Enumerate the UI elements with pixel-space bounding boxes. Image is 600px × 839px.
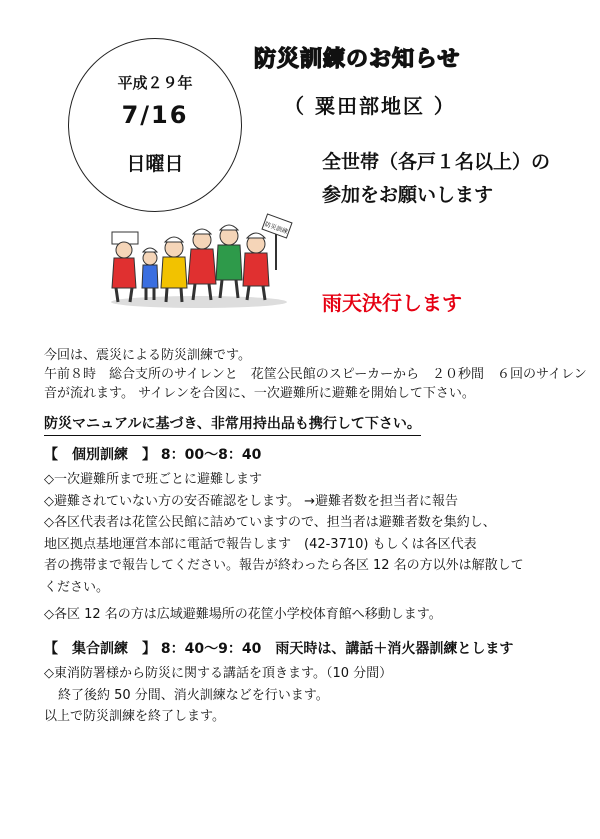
page-title: 防災訓練のお知らせ: [254, 47, 461, 72]
list-item: 者の携帯まで報告してください。報告が終わったら各区 12 名の方以外は解散して: [44, 558, 524, 573]
section-individual-heading: 【 個別訓練 】 8：00～8：40: [44, 447, 262, 463]
list-item: ◇一次避難所まで班ごとに避難します: [44, 472, 262, 487]
intro-line: 音が流れます。 サイレンを合図に、一次避難所に避難を開始して下さい。: [44, 386, 475, 401]
illustration-sign-text: 防災訓練: [263, 220, 289, 236]
list-item: ください。: [44, 579, 110, 595]
section-group-heading: 【 集合訓練 】 8：40～9：40 雨天時は、講話＋消火器訓練とします: [44, 641, 514, 657]
participation-request: 全世帯（各戸１名以上）の参加をお願いします: [322, 151, 551, 206]
date-badge: [68, 38, 242, 212]
list-item: 以上で防災訓練を終了します。: [44, 709, 225, 724]
evacuation-drill-illustration: [104, 210, 294, 310]
list-item: ◇各区代表者は花筐公民館に詰めていますので、担当者は避難者数を集約し、: [44, 515, 496, 530]
district-label: （ 粟田部地区 ）: [284, 94, 456, 118]
list-item: ◇各区 12 名の方は広域避難場所の花筐小学校体育館へ移動します。: [44, 607, 442, 622]
badge-date: 7/16: [121, 101, 189, 129]
list-item: 終了後約 50 分間、消火訓練などを行います。: [58, 687, 329, 703]
rain-notice: 雨天決行します: [322, 291, 462, 315]
badge-era: 平成２９年: [117, 74, 193, 92]
section-group-list: [44, 663, 564, 728]
intro-line: 午前８時 総合支所のサイレンと 花筐公民館のスピーカーから ２０秒間 ６回のサイレン: [44, 367, 587, 382]
manual-notice: 防災マニュアルに基づき、非常用持出品も携行して下さい。: [44, 413, 421, 436]
badge-day: 日曜日: [126, 153, 184, 175]
intro-line: 今回は、震災による防災訓練です。: [44, 348, 251, 363]
list-item: ◇東消防署様から防災に関する講話を頂きます。（10 分間）: [44, 666, 393, 681]
intro-paragraph: [44, 346, 587, 403]
list-item: ◇避難されていない方の安否確認をします。 →避難者数を担当者に報告: [44, 493, 458, 509]
list-item: 地区拠点基地運営本部に電話で報告します (42-3710) もしくは各区代表: [44, 536, 477, 552]
section-individual-list: [44, 469, 564, 626]
